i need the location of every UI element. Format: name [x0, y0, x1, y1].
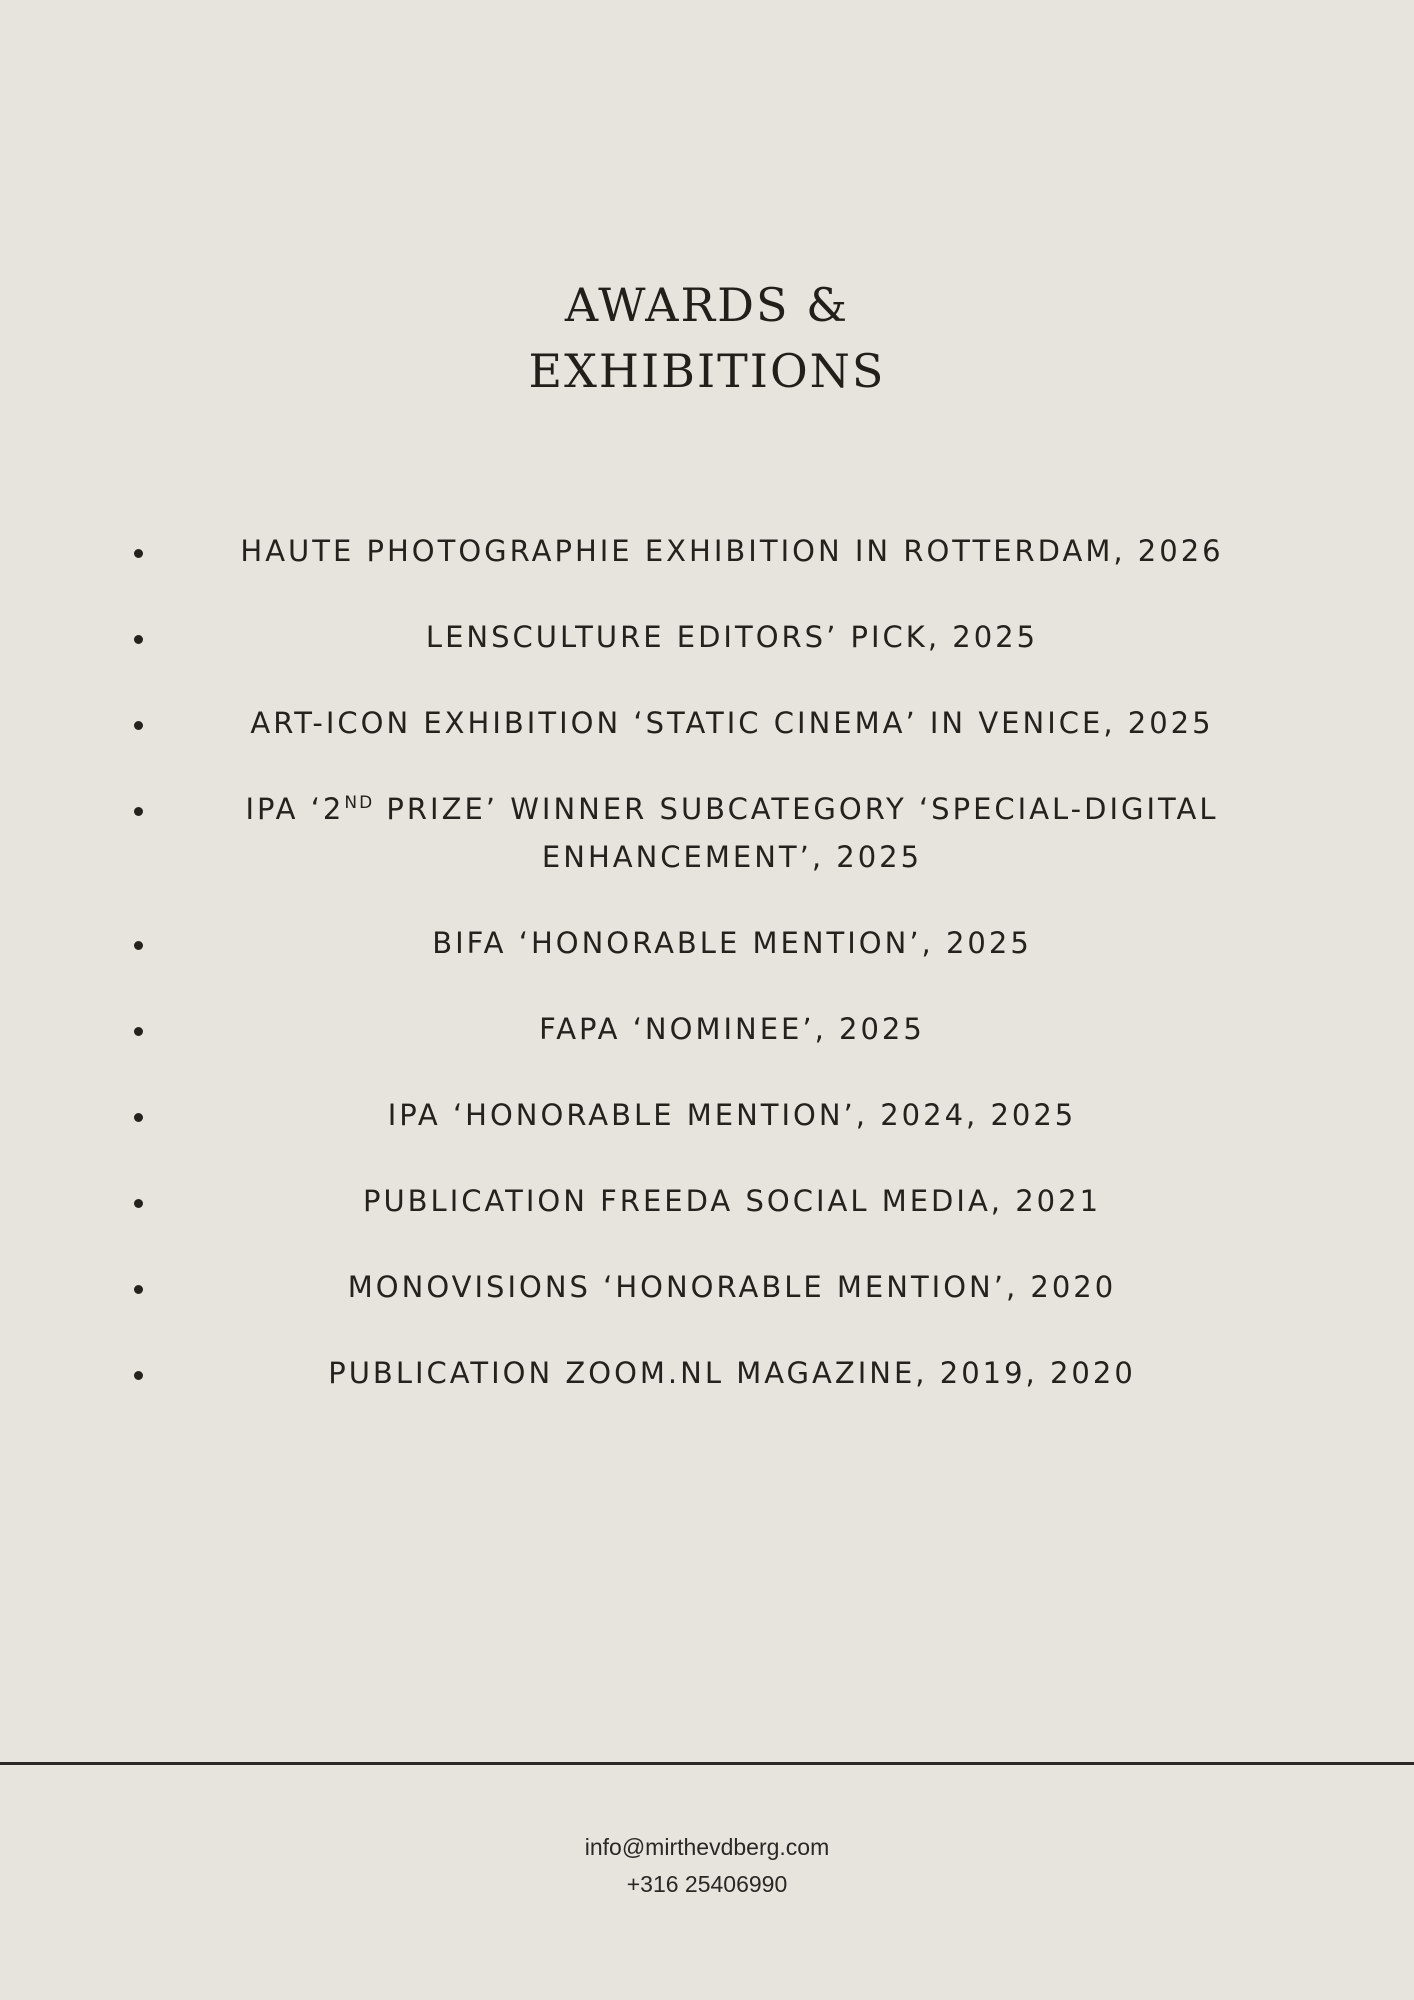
list-item	[0, 1180, 1414, 1223]
phone-number: +316 25406990	[626, 1871, 788, 1897]
bullet-icon	[134, 1113, 143, 1122]
list-item	[0, 922, 1414, 965]
page-title-line-1: AWARDS &	[564, 278, 850, 332]
list-item	[0, 788, 1414, 879]
list-item	[0, 1094, 1414, 1137]
bullet-icon	[134, 807, 143, 816]
contact-info	[0, 1829, 1414, 1903]
award-text: BIFA ‘HONORABLE MENTION’, 2025	[432, 926, 1032, 960]
award-text: FAPA ‘NOMINEE’, 2025	[539, 1012, 925, 1046]
ordinal-suffix: ND	[344, 793, 375, 813]
bullet-icon	[134, 721, 143, 730]
footer-divider	[0, 1762, 1414, 1765]
bullet-icon	[134, 549, 143, 558]
awards-list	[0, 530, 1414, 1438]
award-text: ART-ICON EXHIBITION ‘STATIC CINEMA’ IN VENICE, 2025	[250, 706, 1214, 740]
bullet-icon	[134, 635, 143, 644]
award-text-end: PRIZE’ WINNER SUBCATEGORY ‘SPECIAL-DIGITAL ENHANCEMENT’, 2025	[374, 792, 1219, 874]
award-text: MONOVISIONS ‘HONORABLE MENTION’, 2020	[347, 1270, 1117, 1304]
bullet-icon	[134, 941, 143, 950]
bullet-icon	[134, 1285, 143, 1294]
award-text: PUBLICATION ZOOM.NL MAGAZINE, 2019, 2020	[328, 1356, 1136, 1390]
list-item	[0, 702, 1414, 745]
list-item	[0, 1008, 1414, 1051]
award-text: HAUTE PHOTOGRAPHIE EXHIBITION IN ROTTERDAM, 2026	[240, 534, 1224, 568]
bullet-icon	[134, 1199, 143, 1208]
list-item	[0, 616, 1414, 659]
list-item	[0, 1266, 1414, 1309]
award-text: PUBLICATION FREEDA SOCIAL MEDIA, 2021	[362, 1184, 1102, 1218]
email-link[interactable]: info@mirthevdberg.com	[584, 1834, 830, 1860]
page-title	[0, 272, 1414, 404]
page-title-line-2: EXHIBITIONS	[528, 344, 886, 398]
award-text: LENSCULTURE EDITORS’ PICK, 2025	[425, 620, 1039, 654]
list-item	[0, 1352, 1414, 1395]
list-item	[0, 530, 1414, 573]
bullet-icon	[134, 1027, 143, 1036]
award-text-start: IPA ‘2	[245, 792, 345, 826]
award-text: IPA ‘HONORABLE MENTION’, 2024, 2025	[387, 1098, 1077, 1132]
bullet-icon	[134, 1371, 143, 1380]
